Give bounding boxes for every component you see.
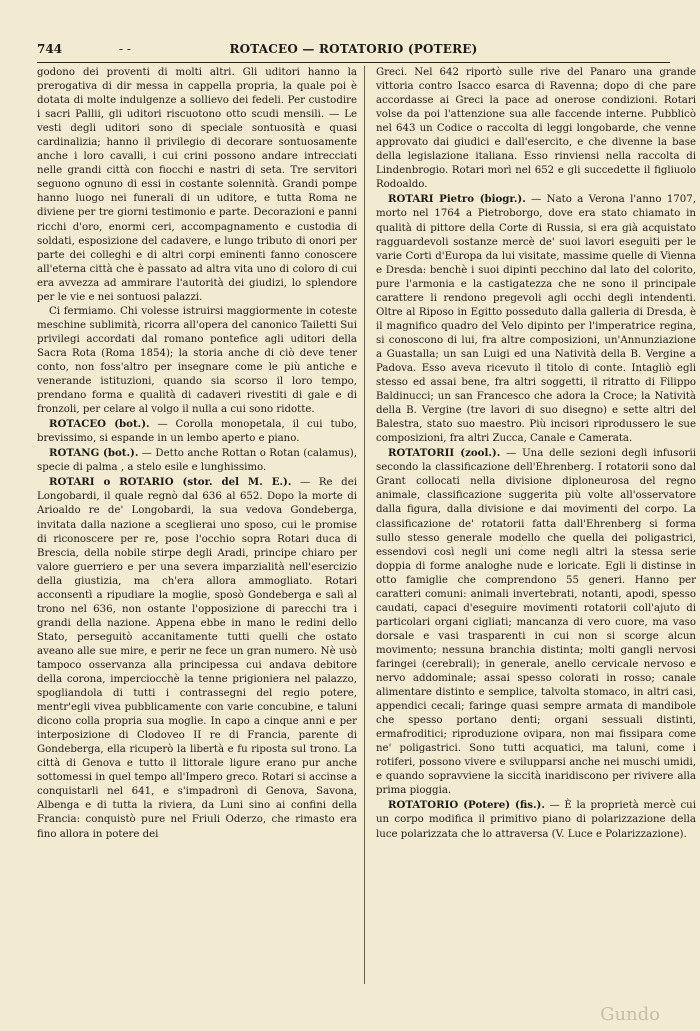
page-number: 744 xyxy=(37,42,63,56)
entry-rotatorii-headword: ROTATORII (zool.). xyxy=(388,447,501,460)
entry-rotatorii xyxy=(376,446,696,798)
entry-rotang xyxy=(37,446,357,475)
entry-rotari-text: — Re dei Longobardi, il quale regnò dal 636 al 652. Dopo la morte di Arioaldo re de' Longobardi, la sua vedova Gondeberga, invitata dalla nazione a sceglierai uno sposo, cui le promise di riconoscere per re, pose l'occhio sopra Rotari duca di Brescia, della nobile stirpe degli Aradi, principe chiaro per valore guerriero e per una severa imparzialità nell'esercizio della giustizia, ma ch'era allora ammogliato. Rotari acconsentì a ripudiare la moglie, sposò Gondeberga e salì al trono nel 636, non ostante l'opposizione di parecchi tra i grandi della nazione. Appena ebbe in mano le redini dello Stato, perseguitò accanitamente tutti quelli che ostato aveano alle sue mire, e perir ne fece un gran numero. Nè usò tampoco osservanza alla principessa cui andava debitore della corona, imperciocchè la tenne prigioniera nel palazzo, spogliandola di tutti i contrassegni del regio potere, mentr'egli vivea pubblicamente con varie concubine, e taluni dicono colla propria sua moglie. In capo a cinque anni e per interposizione di Clodoveo II re di Francia, parente di Gondeberga, ella ricuperò la libertà e fu riposta sul trono. La città di Genova e tutto il littorale ligure erano pur anche sottomessi in quel tempo all'Impero greco. Rotari si accinse a conquistarli nel 641, e s'impadronì di Genova, Savona, Albenga e di tutta la riviera, da Luni sino ai confini della Francia: conquistò pure nel Friuli Oderzo, che rimasto era fino allora in potere dei xyxy=(37,477,357,840)
entry-rotatorio-potere-headword: ROTATORIO (Potere) (fis.). xyxy=(388,799,545,812)
paragraph-rotari-continued: Greci. Nel 642 riportò sulle rive del Panaro una grande vittoria contro Isacco esarca di Ravenna; dopo di che pare accordasse ai Greci la pace ad onerose condizioni. Rotari volse da poi l'attenzione sua alle faccende interne. Pubblicò nel 643 un Codice o raccolta di leggi longobarde, che venne approvato dai giudici e dall'esercito, e che divenne la base della legislazione italiana. Esso rinviensi nella raccolta di Lindenbrogio. Rotari morì nel 652 e gli succedette il figliuolo Rodoaldo. xyxy=(376,67,696,191)
entry-rotatorio-potere-text: — È la proprietà mercè cui un corpo modifica il primitivo piano di polarizzazione della luce polarizzata che lo attraversa (V. Luce e Polarizzazione). xyxy=(376,800,696,840)
paragraph-ci-fermiamo: Ci fermiamo. Chi volesse istruirsi maggiormente in coteste meschine sublimità, ricorra all'opera del canonico Tailetti Sui privilegi accordati dal romano pontefice agli uditori della Sacra Rota (Roma 1854); la storia anche di ciò deve tener conto, non foss'altro per insegnare come le più antiche e venerande istituzioni, quando sia scorso il loro tempo, prendano forma e qualità di cadaveri rivestiti di gale e di fronzoli, per celare al volgo il nulla a cui sono ridotte. xyxy=(37,305,357,416)
entry-rotatorii-text: — Una delle sezioni degli infusorii secondo la classificazione dell'Ehrenberg. I rotatorii sono dal Grant collocati nella divisione diploneurosa del regno animale, classificazione suggerita più volte all'osservatore dalla figura, dalla divisione e dai movimenti del corpo. La classificazione de' rotatorii fatta dall'Ehrenberg si forma sullo stesso generale modello che quella dei poligastrici, essendovi così negli uni come negli altri la stessa serie doppia di forme analoghe nude e loricate. Egli li distinse in otto famiglie che comprendono 55 generi. Hanno per caratteri comuni: animali invertebrati, notanti, apodi, spesso caudati, capaci d'eseguire movimenti rotatorii coll'ajuto di particolari organi cigliati; mancanza di vero cuore, ma vaso dorsale e vasi trasparenti in cui non si scorge alcun movimento; nessuna branchia distinta; molti gangli nervosi faringei (cerebrali); in generale, anello cervicale nervoso e nervo addominale; assai spesso colorati in rosso; canale alimentare distinto e semplice, talvolta stomaco, in altri casi, appendici cecali; faringe quasi sempre armata di mandibole che spesso portano denti; organi sessuali distinti, ermafroditici; riproduzione ovipara, non mai fissipara come ne' poligastrici. Sono tutti acquatici, ma taluni, come i rotiferi, possono vivere e svilupparsi anche nei muschi umidi, e quando sopravviene la siccità inaridiscono per rivivere alla prima pioggia. xyxy=(376,448,696,797)
entry-rotari xyxy=(37,475,357,841)
entry-rotatorio-potere xyxy=(376,798,696,841)
column-divider xyxy=(364,66,365,984)
entry-rotari-pietro-headword: ROTARI Pietro (biogr.). xyxy=(388,193,526,206)
entry-rotang-headword: ROTANG (bot.). xyxy=(49,447,139,460)
running-title: ROTACEO — ROTATORIO (POTERE) xyxy=(229,42,478,56)
page-header xyxy=(37,42,670,60)
header-dash: - - xyxy=(119,42,131,56)
right-column xyxy=(376,66,696,842)
entry-rotaceo-headword: ROTACEO (bot.). xyxy=(49,418,150,431)
entry-rotari-pietro xyxy=(376,192,696,446)
entry-rotaceo-text: — Corolla monopetala, il cui tubo, brevissimo, si espande in un lembo aperto e piano. xyxy=(37,419,357,445)
entry-rotari-pietro-text: — Nato a Verona l'anno 1707, morto nel 1764 a Pietroborgo, dove era stato chiamato in qualità di pittore della Corte di Russia, si era già acquistato ragguardevoli sostanze mercè de' suoi lavori eseguiti per le varie Corti d'Europa da lui visitate, massime quelle di Vienna e Dresda: benchè i suoi dipinti pecchino dal lato del colorito, pure l'armonia e la castigatezza che ne sono il principale carattere li rendono pregevoli agli occhi degli intendenti. Oltre al Riposo in Egitto posseduto dalla galleria di Dresda, è il magnifico quadro del Velo dipinto per l'imperatrice regina, si conoscono di lui, fra altre composizioni, un'Annunziazione a Guastalla; un san Luigi ed una Natività della B. Vergine a Padova. Esso aveva ricevuto il titolo di conte. Intagliò egli stesso ed assai bene, fra altri soggetti, il ritratto di Filippo Baldinucci; un san Francesco che adora la Croce; la Natività della B. Vergine (tre lavori di suo disegno) e sette altri del Balestra, stato suo maestro. Più incisori riprodussero le sue composizioni, fra altri Zucca, Canale e Camerata. xyxy=(376,194,696,445)
entry-rotaceo xyxy=(37,417,357,446)
bleed-through-text: Gundo xyxy=(600,1004,660,1025)
paragraph-uditori: godono dei proventi di molti altri. Gli uditori hanno la prerogativa di dir messa in cappella propria, la quale poi è dotata di molte indulgenze a sollievo dei fedeli. Per custodire i sacri Pallii, gli uditori riscuotono otto scudi mensili. — Le vesti degli uditori sono di speciale sontuosità e quasi cardinalizia; hanno il privilegio di decorare sontuosamente anche i loro cavalli, i cui crini possono andare intrecciati nelle grandi città con fiocchi e nastri di seta. Tre servitori seguono ognuno di essi in costante solennità. Grandi pompe hanno luogo nei funerali di un uditore, e tutta Roma ne diviene per tre giorni testimonio e parte. Decorazioni e panni ricchi d'oro, enormi ceri, accompagnamento e custodia di soldati, esposizione del cadavere, e lungo tributo di onori per parte dei colleghi e di altri corpi eminenti fanno conoscere all'eterna città che è passato ad altra vita uno di coloro di cui era avvezza ad ammirare l'autorità dei giudizi, lo splendore per le vie e nei sontuosi palazzi. xyxy=(37,67,357,303)
entry-rotang-text: — Detto anche Rottan o Rotan (calamus), specie di palma , a stelo esile e lunghissimo. xyxy=(37,448,357,474)
entry-rotari-headword: ROTARI o ROTARIO (stor. del M. E.). xyxy=(49,476,292,489)
header-rule xyxy=(37,62,670,63)
left-column xyxy=(37,66,357,842)
